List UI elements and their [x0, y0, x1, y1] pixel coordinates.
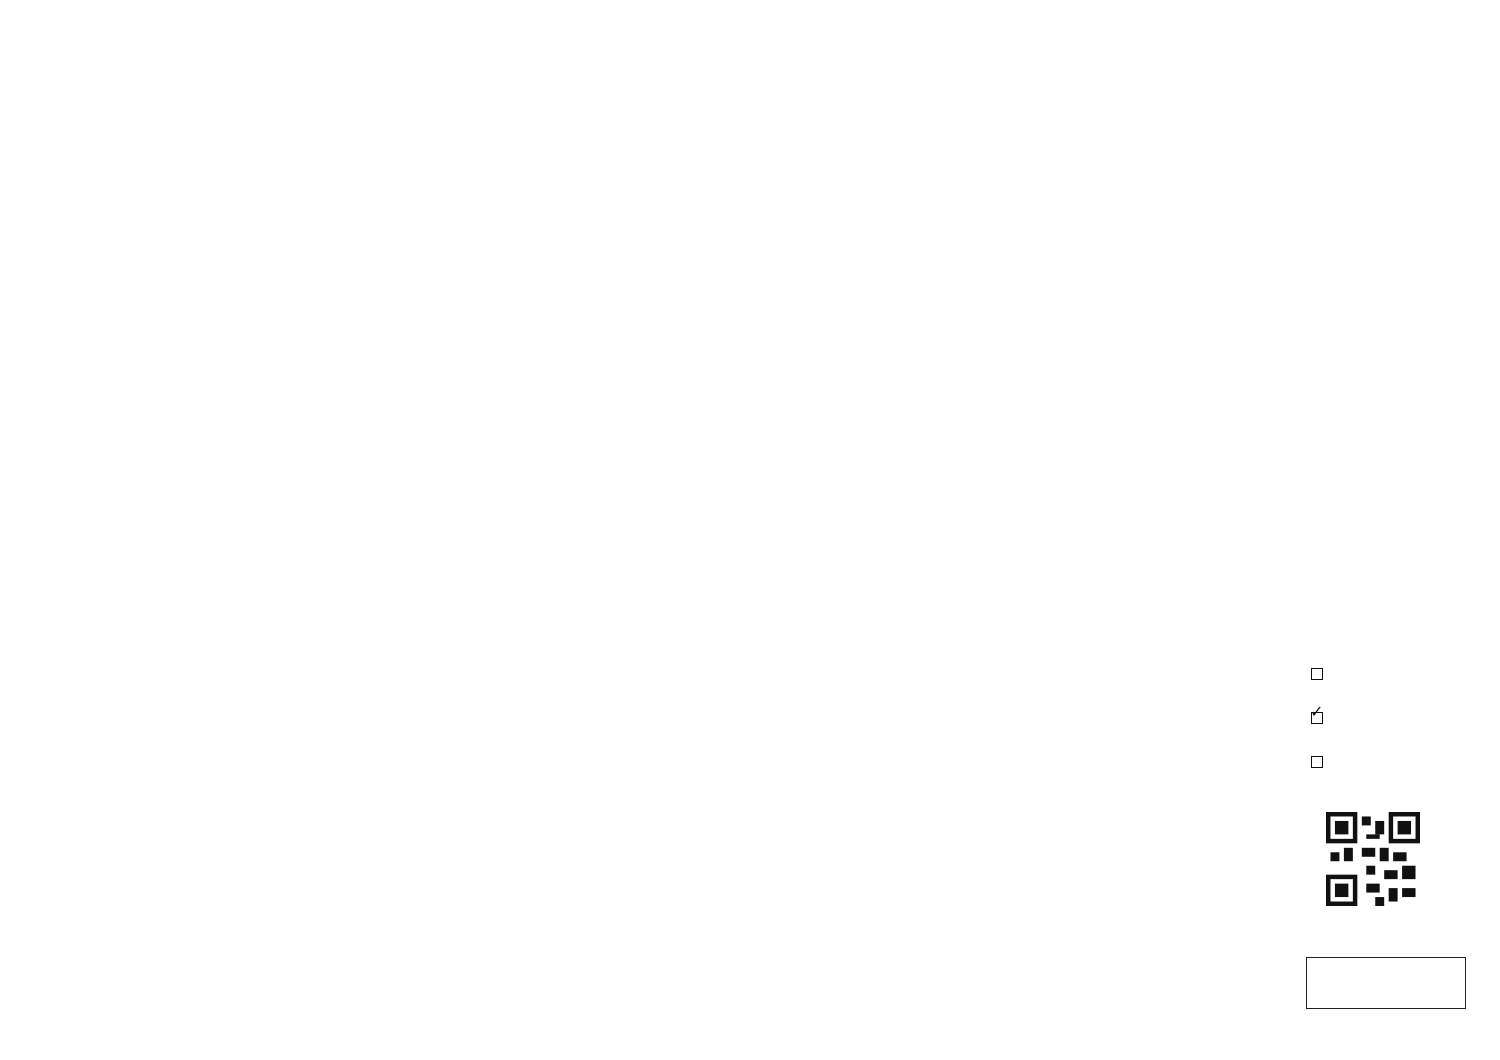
group-option-c[interactable]	[1311, 754, 1327, 790]
work-number-box	[1306, 957, 1466, 1009]
checkbox-a[interactable]	[1311, 668, 1323, 680]
group-option-b[interactable]	[1310, 702, 1327, 746]
checkbox-c[interactable]	[1311, 756, 1323, 768]
checkbox-b[interactable]	[1310, 702, 1324, 724]
group-option-a[interactable]	[1311, 666, 1327, 702]
check-mark-icon: ✓	[1310, 702, 1324, 721]
qr-code-icon[interactable]	[1326, 812, 1420, 906]
